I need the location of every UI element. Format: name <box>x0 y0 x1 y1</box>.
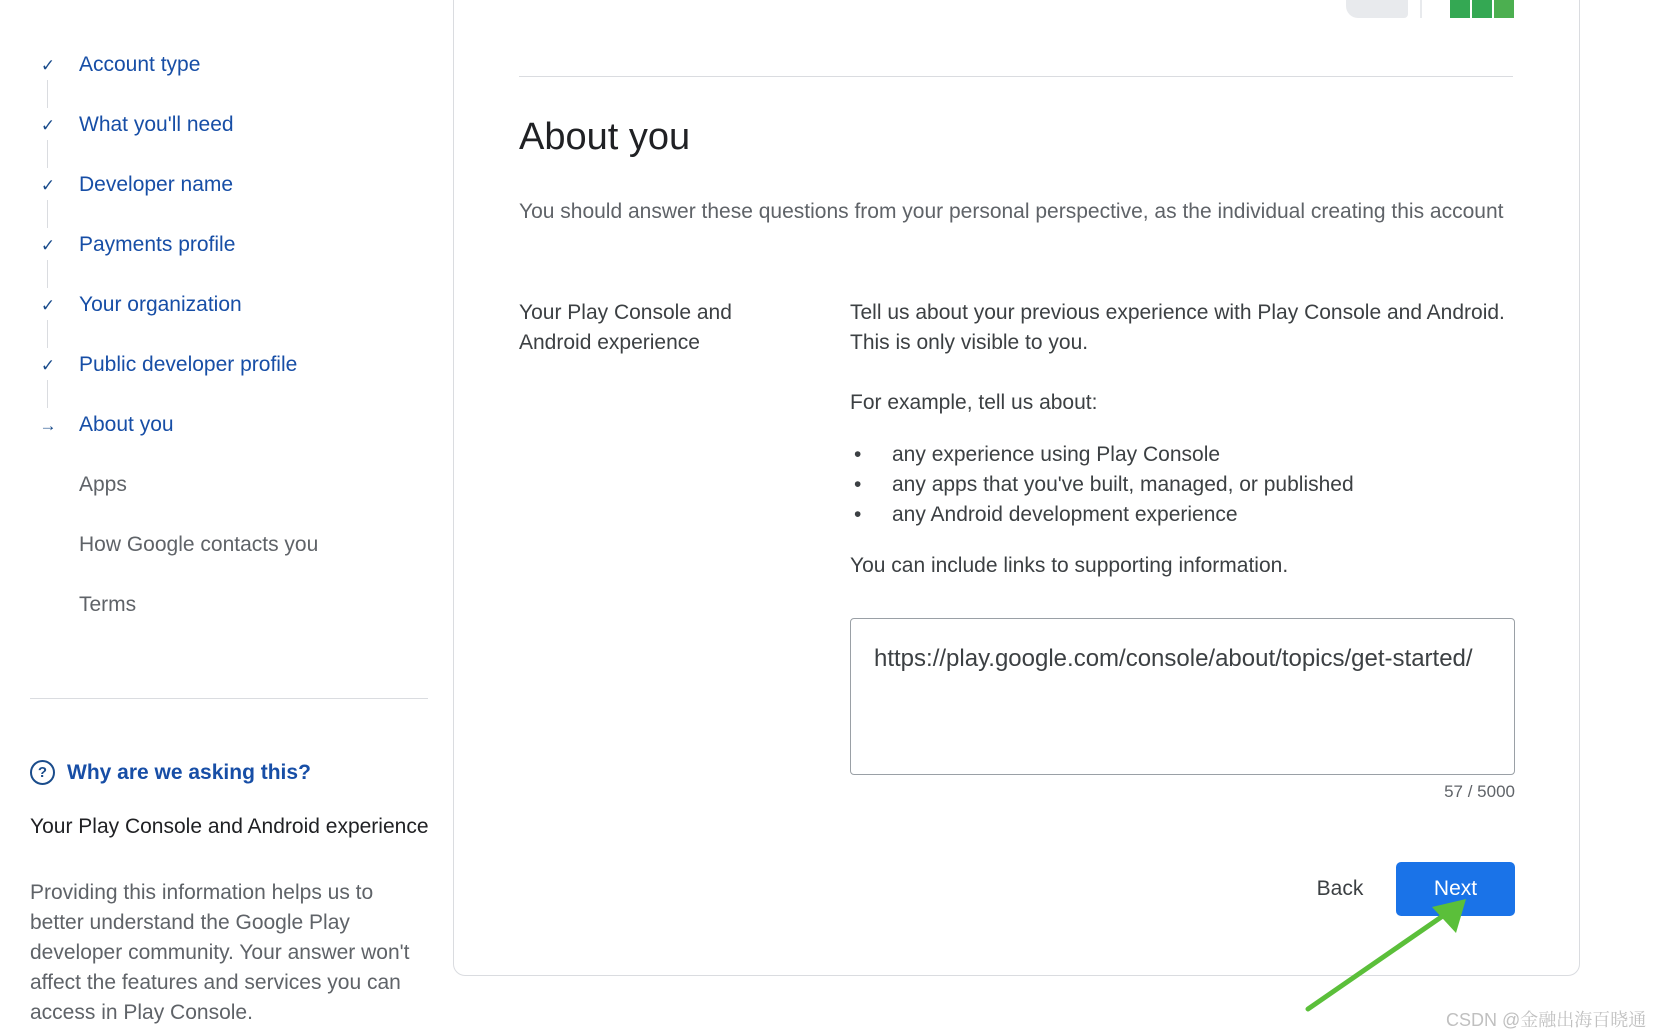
why-asking-heading: Why are we asking this? <box>67 760 311 784</box>
sidebar-divider <box>30 698 428 699</box>
step-apps[interactable] <box>38 456 438 516</box>
watermark: CSDN @金融出海百晓通 <box>1446 1010 1647 1030</box>
setup-sidebar <box>0 0 440 1036</box>
header-divider <box>519 76 1513 77</box>
list-item: • any Android development experience <box>850 500 1354 530</box>
check-icon: ✓ <box>40 356 56 375</box>
step-label: Your organization <box>79 293 242 316</box>
experience-textarea[interactable] <box>850 618 1515 775</box>
illustration-blocks <box>1346 0 1516 18</box>
step-label: Account type <box>79 53 201 76</box>
step-label: Terms <box>79 593 137 616</box>
step-what-youll-need[interactable] <box>38 96 438 156</box>
step-label: Public developer profile <box>79 353 298 376</box>
step-terms[interactable] <box>38 576 438 636</box>
page-title: About you <box>519 116 691 158</box>
step-your-organization[interactable] <box>38 276 438 336</box>
example-lead: For example, tell us about: <box>850 391 1098 414</box>
list-item: • any apps that you've built, managed, or published <box>850 470 1354 500</box>
step-label: Payments profile <box>79 233 236 256</box>
why-asking-link[interactable] <box>30 760 311 785</box>
check-icon: ✓ <box>40 176 56 195</box>
links-note: You can include links to supporting information. <box>850 554 1289 577</box>
step-account-type[interactable] <box>38 36 438 96</box>
check-icon: ✓ <box>40 296 56 315</box>
list-item: • any experience using Play Console <box>850 440 1354 470</box>
step-public-developer-profile[interactable] <box>38 336 438 396</box>
experience-field-label: Your Play Console and Android experience <box>519 301 732 354</box>
step-label: Apps <box>79 473 127 496</box>
step-developer-name[interactable] <box>38 156 438 216</box>
why-body: Providing this information helps us to better understand the Google Play developer community. Your answer won't affect the features and services you can access in Play Console. <box>30 881 410 1024</box>
check-icon: ✓ <box>40 236 56 255</box>
character-counter: 57 / 5000 <box>1444 782 1515 801</box>
check-icon: ✓ <box>40 116 56 135</box>
back-button[interactable]: Back <box>1316 877 1364 900</box>
intro-text: You should answer these questions from your personal perspective, as the individual creating this account <box>519 200 1504 223</box>
step-about-you[interactable] <box>38 396 438 456</box>
step-list <box>38 36 438 636</box>
step-label: Developer name <box>79 173 234 196</box>
check-icon: ✓ <box>40 56 56 75</box>
step-label: How Google contacts you <box>79 533 319 556</box>
arrow-right-icon: → <box>39 416 57 435</box>
step-payments-profile[interactable] <box>38 216 438 276</box>
experience-description: Tell us about your previous experience with Play Console and Android. This is only visible to you. <box>850 301 1505 354</box>
example-list <box>850 440 1354 530</box>
next-button[interactable]: Next <box>1396 862 1515 916</box>
step-how-google-contacts-you[interactable] <box>38 516 438 576</box>
annotation-arrow-icon <box>1300 895 1480 1015</box>
step-label: About you <box>79 413 174 436</box>
why-title: Your Play Console and Android experience <box>30 815 429 838</box>
step-label: What you'll need <box>79 113 234 136</box>
help-circle-icon: ? <box>30 760 55 785</box>
